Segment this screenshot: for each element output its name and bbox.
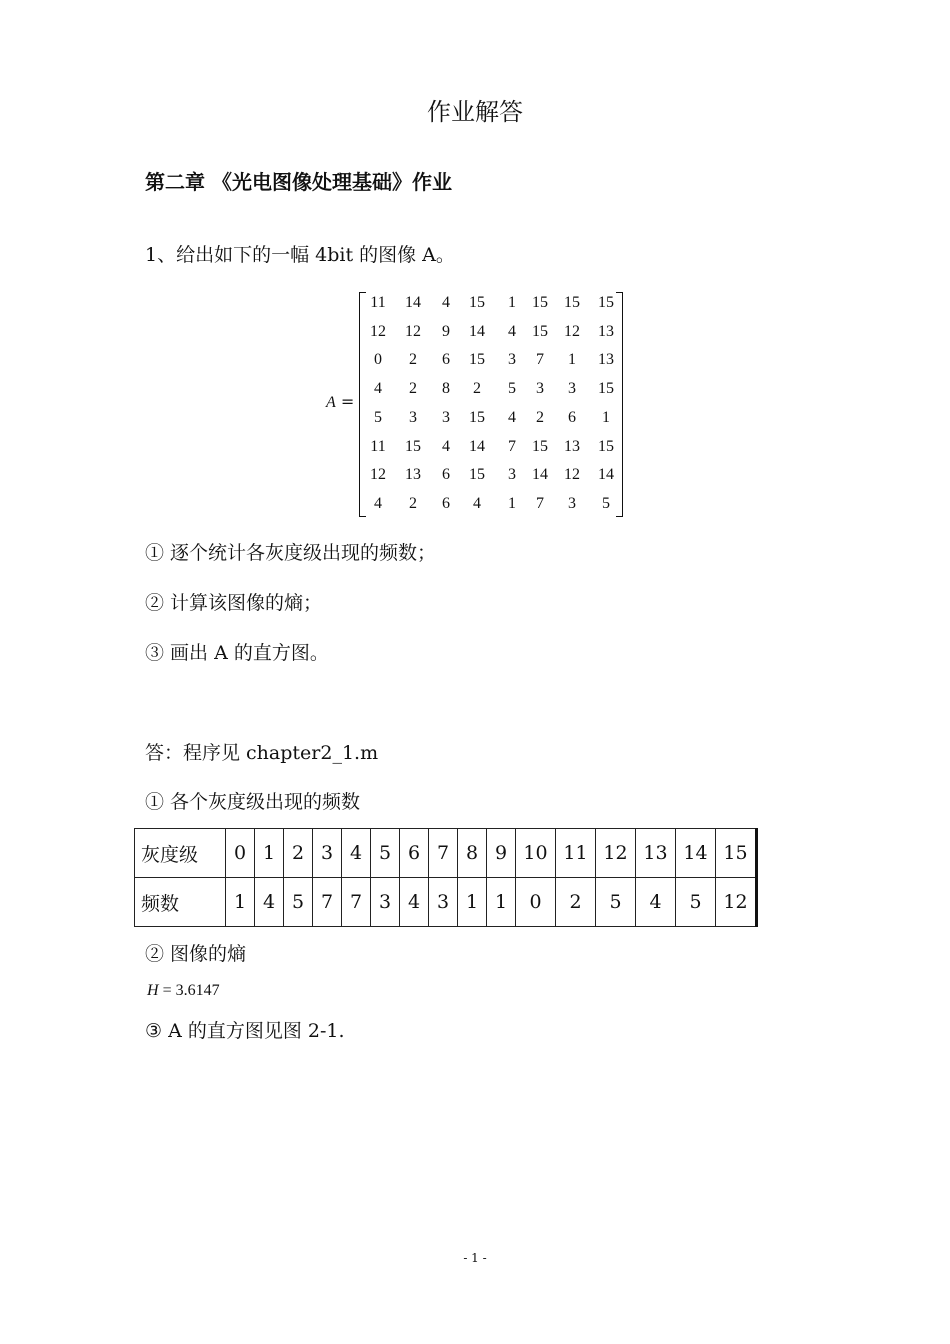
entropy-number: = 3.6147: [158, 982, 220, 999]
table-cell-count: 5: [596, 878, 636, 927]
matrix-label-eq: =: [335, 392, 355, 411]
answer-part-1: ① 各个灰度级出现的频数: [145, 791, 361, 813]
matrix-cell: 15: [598, 380, 614, 398]
table-cell-level: 12: [596, 829, 636, 878]
task-3: ③ 画出 A 的直方图。: [145, 642, 329, 664]
matrix-cell: 6: [442, 466, 450, 484]
matrix-cell: 14: [598, 466, 614, 484]
answer-program: 答：程序见 chapter2_1.m: [145, 742, 379, 764]
matrix-cell: 2: [409, 494, 417, 512]
matrix-cell: 3: [536, 380, 544, 398]
table-header-levels: 灰度级: [135, 829, 226, 878]
table-cell-count: 0: [516, 878, 556, 927]
matrix-cell: 3: [508, 351, 516, 369]
matrix-cell: 15: [598, 437, 614, 455]
matrix-cell: 12: [405, 322, 421, 340]
matrix-cell: 2: [473, 380, 481, 398]
table-row-counts: [135, 878, 757, 927]
table-cell-level: 8: [458, 829, 487, 878]
matrix-cell: 13: [598, 322, 614, 340]
matrix-cell: 1: [508, 494, 516, 512]
matrix-cell: 4: [473, 494, 481, 512]
table-cell-level: 15: [716, 829, 757, 878]
matrix-cell: 2: [536, 408, 544, 426]
table-cell-level: 11: [556, 829, 596, 878]
chapter-heading: 第二章 《光电图像处理基础》作业: [145, 170, 452, 194]
table-cell-level: 3: [313, 829, 342, 878]
table-cell-count: 4: [400, 878, 429, 927]
task-2: ② 计算该图像的熵；: [145, 592, 323, 614]
matrix-label: [326, 392, 354, 412]
matrix-cell: 14: [469, 322, 485, 340]
table-row-levels: [135, 829, 757, 878]
matrix-cell: 2: [409, 351, 417, 369]
matrix-cell: 3: [568, 380, 576, 398]
matrix-cell: 4: [374, 380, 382, 398]
page-number: - 1 -: [463, 1251, 487, 1265]
matrix-cell: 12: [370, 322, 386, 340]
matrix-cell: 14: [532, 466, 548, 484]
matrix-cell: 7: [508, 437, 516, 455]
matrix-cell: 3: [508, 466, 516, 484]
matrix-cell: 4: [508, 408, 516, 426]
table-cell-level: 10: [516, 829, 556, 878]
answer-part-3: ③ A 的直方图见图 2-1.: [145, 1020, 345, 1042]
task-1: ① 逐个统计各灰度级出现的频数；: [145, 542, 437, 564]
matrix-cell: 15: [469, 294, 485, 311]
matrix-cell: 4: [508, 322, 516, 340]
matrix-cell: 15: [598, 294, 614, 311]
table-cell-count: 7: [313, 878, 342, 927]
matrix-cell: 1: [602, 408, 610, 426]
matrix-cell: 5: [508, 380, 516, 398]
matrix-cell: 5: [602, 494, 610, 512]
matrix-cell: 12: [564, 466, 580, 484]
table-cell-count: 2: [556, 878, 596, 927]
table-cell-count: 12: [716, 878, 757, 927]
table-cell-count: 5: [284, 878, 313, 927]
matrix-cell: 4: [442, 437, 450, 455]
matrix-cell: 6: [442, 494, 450, 512]
matrix-cell: 15: [532, 322, 548, 340]
matrix-cell: 9: [442, 322, 450, 340]
matrix-cell: 2: [409, 380, 417, 398]
matrix-cell: 3: [442, 408, 450, 426]
table-cell-level: 1: [255, 829, 284, 878]
matrix-cell: 14: [405, 294, 421, 311]
matrix-cell: 7: [536, 494, 544, 512]
entropy-value: [147, 982, 220, 1000]
matrix-cell: 5: [374, 408, 382, 426]
matrix-cell: 4: [442, 294, 450, 311]
table-cell-level: 0: [226, 829, 255, 878]
table-cell-count: 4: [255, 878, 284, 927]
table-cell-count: 1: [226, 878, 255, 927]
table-cell-level: 2: [284, 829, 313, 878]
matrix-cell: 15: [469, 466, 485, 484]
matrix-cell: 11: [370, 294, 386, 311]
matrix-cell: 8: [442, 380, 450, 398]
answer-part-2: ② 图像的熵: [145, 943, 247, 965]
matrix-cell: 14: [469, 437, 485, 455]
matrix-cell: 15: [532, 437, 548, 455]
table-cell-count: 1: [487, 878, 516, 927]
table-cell-level: 14: [676, 829, 716, 878]
matrix-cell: 15: [532, 294, 548, 311]
question-1: 1、给出如下的一幅 4bit 的图像 A。: [145, 244, 455, 266]
matrix-cell: 13: [564, 437, 580, 455]
table-cell-count: 7: [342, 878, 371, 927]
matrix-cell: 3: [409, 408, 417, 426]
page-title: 作业解答: [427, 98, 523, 126]
table-cell-level: 5: [371, 829, 400, 878]
table-cell-level: 9: [487, 829, 516, 878]
matrix-cell: 7: [536, 351, 544, 369]
matrix-label-var: A: [326, 394, 336, 411]
matrix-cell: 11: [370, 437, 386, 455]
table-cell-count: 1: [458, 878, 487, 927]
table-cell-count: 3: [429, 878, 458, 927]
table-cell-count: 4: [636, 878, 676, 927]
frequency-table: [134, 828, 758, 927]
matrix-cell: 13: [598, 351, 614, 369]
matrix-cell: 1: [568, 351, 576, 369]
matrix-cell: 0: [374, 351, 382, 369]
matrix-cell: 15: [469, 408, 485, 426]
matrix-cell: 15: [405, 437, 421, 455]
table-header-counts: 频数: [135, 878, 226, 927]
matrix-cell: 15: [564, 294, 580, 311]
table-cell-level: 13: [636, 829, 676, 878]
table-cell-count: 3: [371, 878, 400, 927]
matrix-cell: 15: [469, 351, 485, 369]
matrix-cell: 1: [508, 294, 516, 311]
entropy-var: H: [147, 982, 159, 999]
table-cell-count: 5: [676, 878, 716, 927]
matrix-cell: 3: [568, 494, 576, 512]
matrix-cell: 13: [405, 466, 421, 484]
matrix-cell: 4: [374, 494, 382, 512]
matrix-cell: 6: [442, 351, 450, 369]
matrix-cell: 12: [564, 322, 580, 340]
table-cell-level: 7: [429, 829, 458, 878]
table-cell-level: 4: [342, 829, 371, 878]
table-cell-level: 6: [400, 829, 429, 878]
matrix-cell: 12: [370, 466, 386, 484]
matrix-cell: 6: [568, 408, 576, 426]
